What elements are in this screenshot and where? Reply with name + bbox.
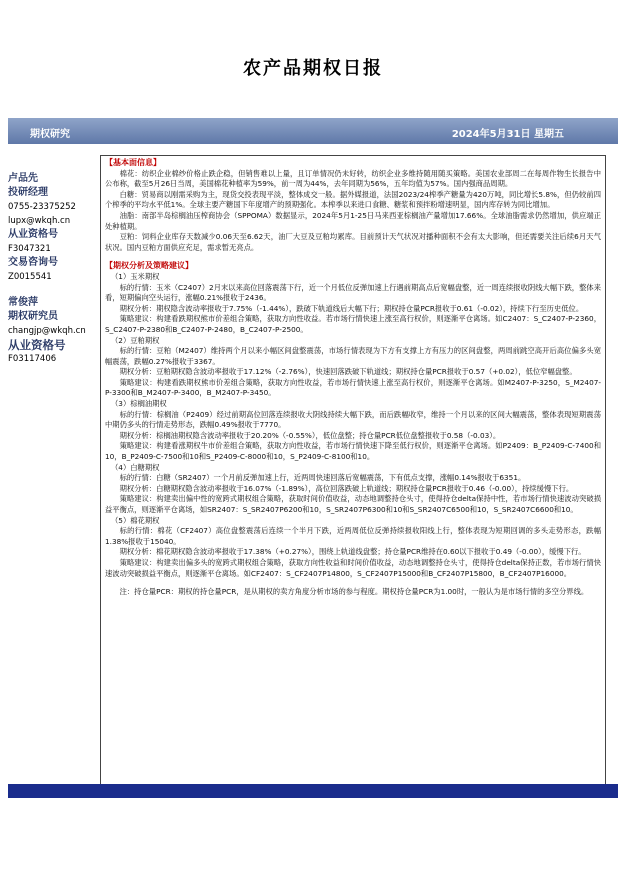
paragraph-sugar-strategy: 策略建议：构建卖出偏中性的宽跨式期权组合策略，获取时间价值收益，动态地调整持仓头寸，使得持仓delta保持中性，若市场行情快速波动突破损益平衡点，则逐渐平仓离场，如SR2407：S_SR2407P6200和10，S_SR2407P6300和10和S_SR2407C6500和10，S_SR2407C6600和10。 bbox=[105, 494, 601, 514]
section-title-strategy: 【期权分析及策略建议】 bbox=[105, 261, 193, 271]
report-title: 农产品期权日报 bbox=[243, 58, 383, 79]
analyst-role: 期权研究员 bbox=[8, 311, 58, 322]
paragraph-soymeal: 豆粕：饲料企业库存天数减少0.06天至6.62天，油厂大豆及豆粕均累库。目前预计天气状况对播种面积不会有太大影响，但还需要关注后续6月天气状况。国内豆粕方面供应充足，需求暂无亮点。 bbox=[105, 232, 601, 252]
banner-date: 2024年5月31日 星期五 bbox=[451, 129, 564, 140]
cert-label: 从业资格号 bbox=[8, 338, 66, 352]
analyst-name: 卢品先 bbox=[8, 173, 38, 184]
cert-number: F03117406 bbox=[8, 354, 57, 364]
paragraph-cotton: 棉花：纺织企业棉纱价格止跌企稳，但销售难以上量，且订单情况仍未好转，纺织企业多维持随用随买策略。美国农业部周二在每周作物生长报告中公布称，截至5月26日当周，美国棉花种植率为59%，前一周为44%，去年同期为56%，五年均值为57%。国内强商品周期。 bbox=[105, 168, 601, 189]
paragraph-corn-strategy: 策略建议：构建看跌期权熊市价差组合策略，获取方向性收益。若市场行情快速上涨至高行权价，则逐渐平仓离场。如C2407：S_C2407-P-2360，S_C2407-P-2380和B_C2407-P-2480，B_C2407-P-2500。 bbox=[105, 314, 601, 334]
analyst-card-1 bbox=[8, 172, 100, 284]
subsection-title-palm: （3）棕榈油期权 bbox=[111, 399, 167, 409]
analyst-role: 投研经理 bbox=[8, 187, 48, 198]
analyst-email: lupx@wkqh.cn bbox=[8, 216, 71, 226]
paragraph-soymeal-market: 标的行情：豆粕（M2407）维持两个月以来小幅区间盘整震荡，市场行情表现为下方有支撑上方有压力的区间盘整，两周前跳空高开后高位偏多头宽幅震荡，跌幅0.27%报收于3367。 bbox=[105, 346, 601, 366]
cert-number: F3047321 bbox=[8, 244, 51, 254]
section-title-fundamentals: 【基本面信息】 bbox=[105, 158, 161, 167]
header-banner bbox=[8, 118, 618, 144]
paragraph-sugar-analysis: 期权分析：白糖期权隐含波动率报收于16.07%（-1.89%），高位回落跌破上轨道线；期权持仓量PCR报收于0.46（-0.00），持续缓慢下行。 bbox=[119, 483, 574, 493]
subsection-title-cotton: （5）棉花期权 bbox=[111, 515, 160, 525]
paragraph-palm-analysis: 期权分析：棕榈油期权隐含波动率报收于20.20%（-0.55%），低位盘整；持仓量PCR低位盘整报收于0.58（-0.03）。 bbox=[119, 430, 501, 440]
banner-category: 期权研究 bbox=[30, 129, 70, 140]
analyst-sidebar bbox=[8, 150, 98, 785]
paragraph-cotton-market: 标的行情：棉花（CF2407）高位盘整震荡后连续一个半月下跌，近两周低位反弹持续报收阳线上行，整体表现为短期回调的多头走势形态，跌幅1.38%报收于15040。 bbox=[105, 526, 601, 546]
analyst-name: 常俊萍 bbox=[8, 297, 38, 308]
paragraph-cotton-analysis: 期权分析：棉花期权隐含波动率报收于17.38%（+0.27%），围绕上轨道线盘整；持仓量PCR维持在0.60以下报收于0.49（-0.00），缓慢下行。 bbox=[119, 547, 586, 557]
paragraph-corn-market: 标的行情：玉米（C2407）2月末以来高位回落震荡下行，近一个月低位反弹加速上行遇前期高点后宽幅盘整，近一周连续报收阴线大幅下跌，整体来看，短期偏向空头运行，涨幅0.21%报收于2436。 bbox=[105, 282, 601, 303]
consult-number: Z0015541 bbox=[8, 272, 52, 282]
paragraph-palm-market: 标的行情：棕榈油（P2409）经过前期高位回落连续报收大阴线持续大幅下跌，而后跌幅收窄，维持一个月以来的区间大幅震荡，整体表现短期震荡中期仍多头的行情走势形态，跌幅0.49%报收于7770。 bbox=[105, 409, 601, 430]
paragraph-cotton-strategy: 策略建议：构建卖出偏多头的宽跨式期权组合策略，获取方向性收益和时间价值收益，动态地调整持仓头寸，使得持仓delta保持正数，若市场行情快速波动突破损益平衡点，则逐渐平仓离场。如CF2407：S_CF2407P14800，S_CF2407P15000和B_CF2407P15800，B_CF2407P16000。 bbox=[105, 557, 601, 578]
subsection-title-soymeal: （2）豆粕期权 bbox=[111, 335, 160, 345]
paragraph-sugar: 白糖：贸易商以刚需采购为主，现货交投表现平淡，整体成交一般。据外媒报道，法国2023/24榨季产糖量为420万吨，同比增长5.8%，但仍较前四个榨季的平均水平低1%。全球主要产糖国下年度增产的预期强化。本榨季以来进口食糖、糖浆和预拌粉增速明显，国内库存转为同比增加。 bbox=[105, 189, 601, 210]
paragraph-soymeal-strategy: 策略建议：构建看跌期权熊市价差组合策略，获取方向性收益，若市场行情快速上涨至高行权价，则逐渐平仓离场。如M2407-P-3250，S_M2407-P-3300和B_M2407-P-3400，B_M2407-P-3450。 bbox=[105, 377, 601, 398]
consult-label: 交易咨询号 bbox=[8, 257, 58, 268]
paragraph-corn-analysis: 期权分析：期权隐含波动率报收于7.75%（-1.44%），跌破下轨道线后大幅下行；期权持仓量PCR报收于0.61（-0.02），持续下行至历史低位。 bbox=[119, 303, 584, 313]
subsection-title-corn: （1）玉米期权 bbox=[111, 271, 160, 281]
analyst-phone: 0755-23375252 bbox=[8, 202, 76, 212]
subsection-title-sugar: （4）白糖期权 bbox=[111, 462, 160, 472]
paragraph-palm-strategy: 策略建议：构建看涨期权牛市价差组合策略，获取方向性收益，若市场行情快速下降至低行权价，则逐渐平仓离场。如P2409：B_P2409-C-7400和10，B_P2409-C-7500和10和S_P2409-C-8000和10，S_P2409-C-8100和10。 bbox=[105, 441, 601, 462]
paragraph-soymeal-analysis: 期权分析：豆粕期权隐含波动率报收于17.12%（-2.76%），快速回落跌破下轨道线；期权持仓量PCR报收于0.57（+0.02），低位窄幅盘整。 bbox=[119, 367, 577, 377]
footer-bar bbox=[8, 784, 618, 798]
footnote-pcr: 注：持仓量PCR：期权的持仓量PCR，是从期权的卖方角度分析市场的参与程度。期权持仓量PCR为1.00时，一般认为是市场行情的多空分界线。 bbox=[119, 587, 589, 597]
analyst-card-2 bbox=[8, 296, 100, 366]
cert-label: 从业资格号 bbox=[8, 229, 58, 240]
analyst-email: changjp@wkqh.cn bbox=[8, 326, 86, 336]
paragraph-sugar-market: 标的行情：白糖（SR2407）一个月前反弹加速上行，近两周快速回落后宽幅震荡，下有低点支撑，涨幅0.14%报收于6351。 bbox=[119, 473, 526, 483]
paragraph-oil: 油脂：南部半岛棕榈油压榨商协会（SPPOMA）数据显示，2024年5月1-25日马来西亚棕榈油产量增加17.66%。全球油脂需求仍然增加，供应端正处种植期。 bbox=[105, 210, 601, 231]
report-body bbox=[100, 155, 606, 785]
